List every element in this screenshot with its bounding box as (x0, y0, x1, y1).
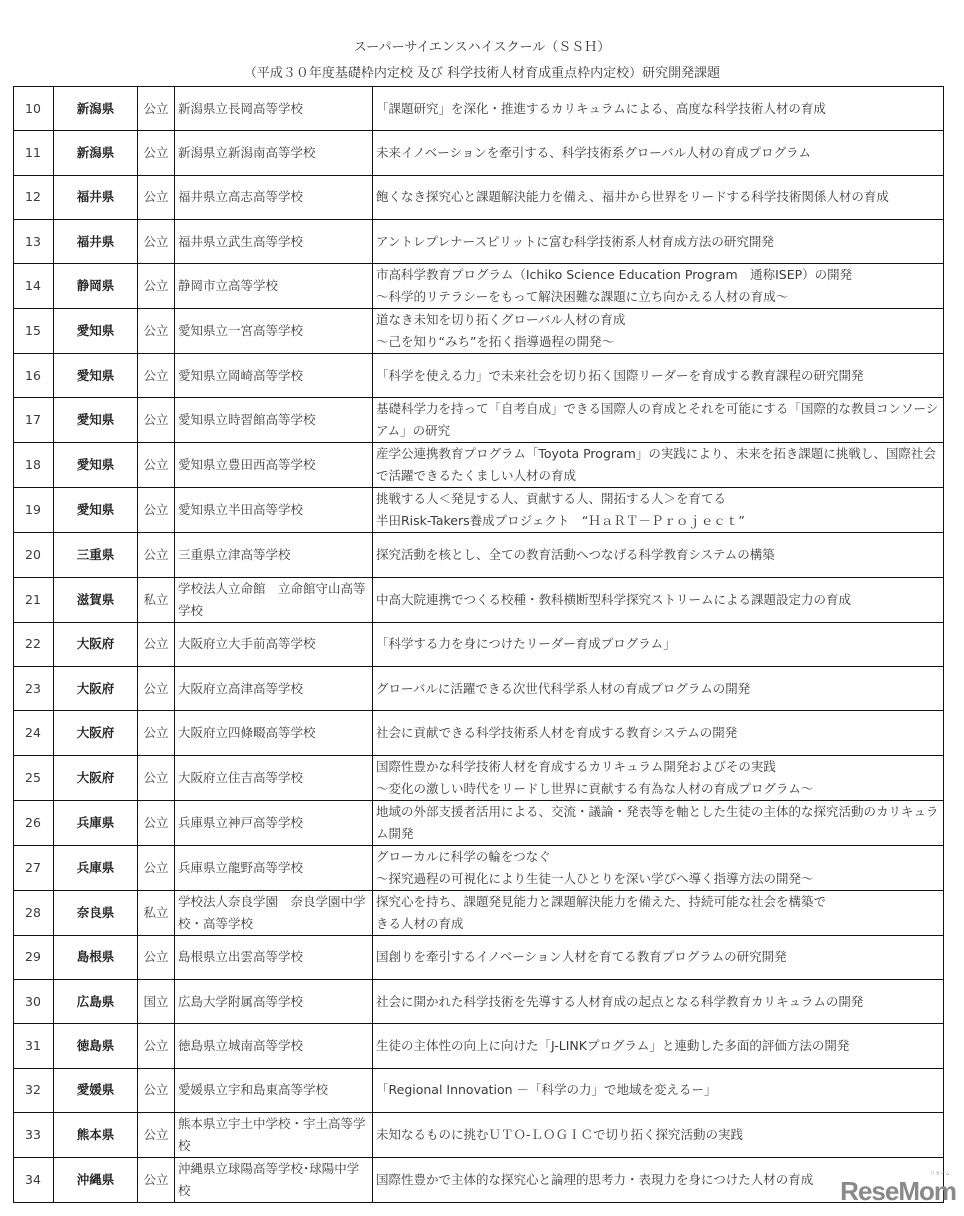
research-theme-cell: 国際性豊かで主体的な探究心と論理的思考力・表現力を身につけた人材の育成 (373, 1157, 944, 1202)
school-type-cell: 公立 (138, 667, 175, 711)
resemom-watermark-logo: ReseMom (840, 1176, 956, 1206)
table-row (14, 398, 944, 443)
research-theme-cell: 探究心を持ち、課題発見能力と課題解決能力を備えた、持続可能な社会を構築で きる人材の育成 (373, 890, 944, 935)
research-theme-cell: 市高科学教育プログラム（Ichiko Science Education Program 通称ISEP）の開発 ～科学的リテラシーをもって解決困難な課題に立ち向かえる人材の育成～ (373, 264, 944, 309)
row-number: 33 (14, 1112, 54, 1157)
school-type-cell: 国立 (138, 979, 175, 1023)
school-type-cell: 公立 (138, 488, 175, 533)
school-type-cell: 公立 (138, 800, 175, 845)
table-row (14, 354, 944, 398)
prefecture-cell: 静岡県 (54, 264, 138, 309)
school-type-cell: 公立 (138, 219, 175, 263)
school-name-cell: 愛媛県立宇和島東高等学校 (175, 1068, 373, 1112)
school-type-cell: 公立 (138, 264, 175, 309)
school-name-cell: 熊本県立宇土中学校・宇土高等学校 (175, 1112, 373, 1157)
research-theme-cell: グローバルに活躍できる次世代科学系人材の育成プログラムの開発 (373, 667, 944, 711)
table-row (14, 131, 944, 175)
table-row (14, 1024, 944, 1068)
school-name-cell: 新潟県立長岡高等学校 (175, 87, 373, 131)
table-row (14, 979, 944, 1023)
school-name-cell: 愛知県立半田高等学校 (175, 488, 373, 533)
school-type-cell: 公立 (138, 1024, 175, 1068)
table-row (14, 622, 944, 666)
prefecture-cell: 大阪府 (54, 755, 138, 800)
row-number: 25 (14, 755, 54, 800)
row-number: 34 (14, 1157, 54, 1202)
school-type-cell: 公立 (138, 175, 175, 219)
prefecture-cell: 愛知県 (54, 488, 138, 533)
research-theme-cell: 社会に貢献できる科学技術系人材を育成する教育システムの開発 (373, 711, 944, 755)
table-row (14, 1157, 944, 1202)
research-theme-cell: 「課題研究」を深化・推進するカリキュラムによる、高度な科学技術人材の育成 (373, 87, 944, 131)
prefecture-cell: 大阪府 (54, 667, 138, 711)
school-type-cell: 公立 (138, 354, 175, 398)
research-theme-cell: 「Regional Innovation －「科学の力」で地域を変えるー」 (373, 1068, 944, 1112)
school-type-cell: 公立 (138, 533, 175, 577)
row-number: 11 (14, 131, 54, 175)
school-name-cell: 大阪府立住吉高等学校 (175, 755, 373, 800)
research-theme-cell: 未知なるものに挑むＵＴＯ-ＬＯＧＩＣで切り拓く探究活動の実践 (373, 1112, 944, 1157)
table-row (14, 1112, 944, 1157)
row-number: 10 (14, 87, 54, 131)
row-number: 15 (14, 309, 54, 354)
row-number: 20 (14, 533, 54, 577)
school-type-cell: 公立 (138, 398, 175, 443)
prefecture-cell: 愛知県 (54, 354, 138, 398)
table-row (14, 890, 944, 935)
ssh-schools-table (13, 86, 944, 1203)
research-theme-cell: 国創りを牽引するイノベーション人材を育てる教育プログラムの研究開発 (373, 935, 944, 979)
table-row (14, 309, 944, 354)
research-theme-cell: 産学公連携教育プログラム「Toyota Program」の実践により、未来を拓き課題に挑戦し、国際社会で活躍できるたくましい人材の育成 (373, 443, 944, 488)
prefecture-cell: 島根県 (54, 935, 138, 979)
prefecture-cell: 広島県 (54, 979, 138, 1023)
school-name-cell: 愛知県立豊田西高等学校 (175, 443, 373, 488)
row-number: 12 (14, 175, 54, 219)
school-name-cell: 福井県立高志高等学校 (175, 175, 373, 219)
document-subtitle: （平成３０年度基礎枠内定校 及び 科学技術人材育成重点枠内定校）研究開発課題 (243, 66, 721, 81)
research-theme-cell: 道なき未知を切り拓くグローバル人材の育成 ～己を知り“みち”を拓く指導過程の開発～ (373, 309, 944, 354)
research-theme-cell: 基礎科学力を持って「自考自成」できる国際人の育成とそれを可能にする「国際的な教員コンソーシアム」の研究 (373, 398, 944, 443)
school-name-cell: 学校法人奈良学園 奈良学園中学校・高等学校 (175, 890, 373, 935)
prefecture-cell: 大阪府 (54, 622, 138, 666)
school-name-cell: 学校法人立命館 立命館守山高等学校 (175, 577, 373, 622)
prefecture-cell: 滋賀県 (54, 577, 138, 622)
table-row (14, 264, 944, 309)
school-type-cell: 公立 (138, 87, 175, 131)
row-number: 17 (14, 398, 54, 443)
prefecture-cell: 愛媛県 (54, 1068, 138, 1112)
research-theme-cell: 探究活動を核とし、全ての教育活動へつなげる科学教育システムの構築 (373, 533, 944, 577)
table-row (14, 219, 944, 263)
school-name-cell: 新潟県立新潟南高等学校 (175, 131, 373, 175)
prefecture-cell: 三重県 (54, 533, 138, 577)
prefecture-cell: 福井県 (54, 175, 138, 219)
school-type-cell: 公立 (138, 443, 175, 488)
research-theme-cell: 飽くなき探究心と課題解決能力を備え、福井から世界をリードする科学技術関係人材の育成 (373, 175, 944, 219)
row-number: 31 (14, 1024, 54, 1068)
prefecture-cell: 兵庫県 (54, 800, 138, 845)
school-name-cell: 三重県立津高等学校 (175, 533, 373, 577)
research-theme-cell: 中高大院連携でつくる校種・教科横断型科学探究ストリームによる課題設定力の育成 (373, 577, 944, 622)
row-number: 22 (14, 622, 54, 666)
school-type-cell: 公立 (138, 622, 175, 666)
research-theme-cell: アントレプレナースピリットに富む科学技術系人材育成方法の研究開発 (373, 219, 944, 263)
research-theme-cell: 「科学する力を身につけたリーダー育成プログラム」 (373, 622, 944, 666)
school-type-cell: 公立 (138, 755, 175, 800)
school-name-cell: 静岡市立高等学校 (175, 264, 373, 309)
table-row (14, 845, 944, 890)
prefecture-cell: 兵庫県 (54, 845, 138, 890)
school-type-cell: 私立 (138, 577, 175, 622)
table-row (14, 175, 944, 219)
school-type-cell: 公立 (138, 309, 175, 354)
research-theme-cell: 生徒の主体性の向上に向けた「J-LINKプログラム」と連動した多面的評価方法の開発 (373, 1024, 944, 1068)
school-name-cell: 広島大学附属高等学校 (175, 979, 373, 1023)
row-number: 23 (14, 667, 54, 711)
school-name-cell: 徳島県立城南高等学校 (175, 1024, 373, 1068)
school-type-cell: 公立 (138, 1112, 175, 1157)
research-theme-cell: グローカルに科学の輪をつなぐ ～探究過程の可視化により生徒一人ひとりを深い学びへ導く指導方法の開発～ (373, 845, 944, 890)
table-row (14, 755, 944, 800)
watermark-ruby: リセマム (930, 1171, 950, 1177)
school-name-cell: 愛知県立岡崎高等学校 (175, 354, 373, 398)
prefecture-cell: 熊本県 (54, 1112, 138, 1157)
table-row (14, 577, 944, 622)
table-row (14, 1068, 944, 1112)
school-type-cell: 公立 (138, 1068, 175, 1112)
school-type-cell: 公立 (138, 711, 175, 755)
row-number: 28 (14, 890, 54, 935)
school-type-cell: 公立 (138, 131, 175, 175)
row-number: 18 (14, 443, 54, 488)
school-name-cell: 兵庫県立龍野高等学校 (175, 845, 373, 890)
school-name-cell: 兵庫県立神戸高等学校 (175, 800, 373, 845)
prefecture-cell: 新潟県 (54, 131, 138, 175)
table-row (14, 443, 944, 488)
prefecture-cell: 新潟県 (54, 87, 138, 131)
school-type-cell: 公立 (138, 935, 175, 979)
research-theme-cell: 地域の外部支援者活用による、交流・議論・発表等を軸とした生徒の主体的な探究活動のカリキュラム開発 (373, 800, 944, 845)
row-number: 19 (14, 488, 54, 533)
research-theme-cell: 挑戦する人＜発見する人、貢献する人、開拓する人＞を育てる 半田Risk-Takers養成プロジェクト “ＨａＲＴ－Ｐｒｏｊｅｃｔ” (373, 488, 944, 533)
research-theme-cell: 未来イノベーションを牽引する、科学技術系グローバル人材の育成プログラム (373, 131, 944, 175)
school-name-cell: 愛知県立時習館高等学校 (175, 398, 373, 443)
prefecture-cell: 愛知県 (54, 443, 138, 488)
row-number: 14 (14, 264, 54, 309)
research-theme-cell: 国際性豊かな科学技術人材を育成するカリキュラム開発およびその実践 ～変化の激しい時代をリードし世界に貢献する有為な人材の育成プログラム～ (373, 755, 944, 800)
prefecture-cell: 福井県 (54, 219, 138, 263)
table-row (14, 800, 944, 845)
table-row (14, 87, 944, 131)
prefecture-cell: 奈良県 (54, 890, 138, 935)
prefecture-cell: 徳島県 (54, 1024, 138, 1068)
row-number: 24 (14, 711, 54, 755)
research-theme-cell: 「科学を使える力」で未来社会を切り拓く国際リーダーを育成する教育課程の研究開発 (373, 354, 944, 398)
row-number: 27 (14, 845, 54, 890)
school-name-cell: 愛知県立一宮高等学校 (175, 309, 373, 354)
prefecture-cell: 愛知県 (54, 309, 138, 354)
school-name-cell: 大阪府立四條畷高等学校 (175, 711, 373, 755)
school-type-cell: 私立 (138, 890, 175, 935)
school-type-cell: 公立 (138, 845, 175, 890)
document-title: スーパーサイエンスハイスクール（ＳＳＨ） (353, 40, 611, 55)
school-name-cell: 福井県立武生高等学校 (175, 219, 373, 263)
prefecture-cell: 沖縄県 (54, 1157, 138, 1202)
table-row (14, 935, 944, 979)
row-number: 26 (14, 800, 54, 845)
prefecture-cell: 大阪府 (54, 711, 138, 755)
school-name-cell: 大阪府立大手前高等学校 (175, 622, 373, 666)
row-number: 16 (14, 354, 54, 398)
school-type-cell: 公立 (138, 1157, 175, 1202)
table-row (14, 533, 944, 577)
row-number: 29 (14, 935, 54, 979)
row-number: 21 (14, 577, 54, 622)
table-row (14, 667, 944, 711)
school-name-cell: 島根県立出雲高等学校 (175, 935, 373, 979)
school-name-cell: 大阪府立高津高等学校 (175, 667, 373, 711)
row-number: 32 (14, 1068, 54, 1112)
prefecture-cell: 愛知県 (54, 398, 138, 443)
table-row (14, 488, 944, 533)
row-number: 30 (14, 979, 54, 1023)
research-theme-cell: 社会に開かれた科学技術を先導する人材育成の起点となる科学教育カリキュラムの開発 (373, 979, 944, 1023)
school-name-cell: 沖縄県立球陽高等学校･球陽中学校 (175, 1157, 373, 1202)
table-row (14, 711, 944, 755)
row-number: 13 (14, 219, 54, 263)
table-body (14, 87, 944, 1203)
